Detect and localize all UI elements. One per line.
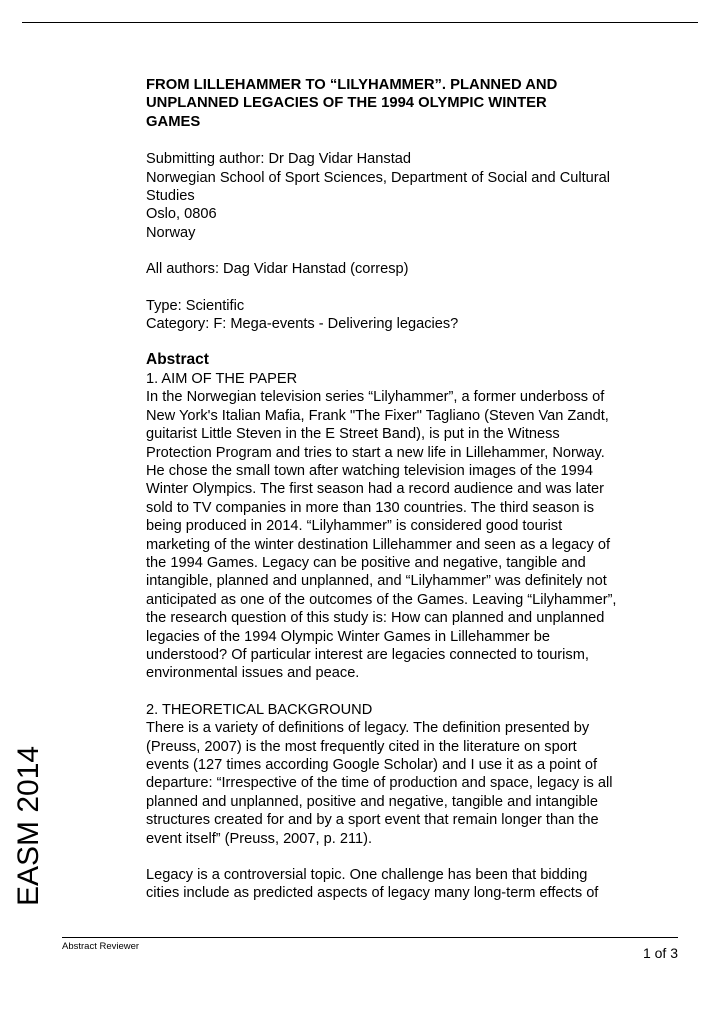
section-line: understood? Of particular interest are legacies connected to tourism, [146, 646, 589, 663]
title-line: UNPLANNED LEGACIES OF THE 1994 OLYMPIC WINTER [146, 95, 547, 112]
section-line: He chose the small town after watching television images of the 1994 [146, 462, 593, 479]
section-line: There is a variety of definitions of legacy. The definition presented by [146, 720, 590, 737]
section-line: New York's Italian Mafia, Frank "The Fixer" Tagliano (Steven Van Zandt, [146, 407, 609, 424]
section-line: the research question of this study is: How can planned and unplanned [146, 610, 605, 627]
city: Oslo, 0806 [146, 206, 217, 223]
type-line: Type: Scientific [146, 297, 245, 314]
all-authors-line: All authors: Dag Vidar Hanstad (corresp) [146, 261, 409, 278]
section-line: events (127 times according Google Scholar) and I use it as a point of [146, 757, 598, 773]
section-theory-continued [146, 866, 666, 903]
page-number: 1 of 3 [642, 945, 678, 961]
type-block [146, 297, 666, 334]
section-line: structures created for and by a sport event that remain longer than the [146, 812, 599, 829]
title-line: FROM LILLEHAMMER TO “LILYHAMMER”. PLANNED AND [146, 77, 558, 93]
section-line: 1. AIM OF THE PAPER [146, 370, 298, 387]
section-line: Legacy is a controversial topic. One challenge has been that bidding [146, 867, 588, 884]
affiliation: Norwegian School of Sport Sciences, Department of Social and Cultural [146, 169, 610, 186]
section-line: In the Norwegian television series “Lilyhammer”, a former underboss of [146, 389, 605, 406]
section-line: the 1994 Games. Legacy can be positive and negative, tangible and [146, 554, 586, 571]
section-line: environmental issues and peace. [146, 665, 360, 682]
section-line: being produced in 2014. “Lilyhammer” is considered good tourist [146, 518, 563, 535]
section-line: sold to TV companies in more than 130 countries. The third season is [146, 499, 595, 516]
country: Norway [146, 224, 196, 241]
section-theory [146, 701, 666, 848]
submitting-author: Submitting author: Dr Dag Vidar Hanstad [146, 151, 411, 168]
section-line: anticipated as one of the outcomes of the Games. Leaving “Lilyhammer”, [146, 591, 617, 608]
section-line: Protection Program and tries to start a new life in Lillehammer, Norway. [146, 444, 605, 461]
title-line: GAMES [146, 113, 201, 130]
footer-rule [62, 937, 678, 938]
category-line: Category: F: Mega-events - Delivering legacies? [146, 316, 459, 333]
top-rule [22, 22, 698, 23]
section-line: legacies of the 1994 Olympic Winter Games in Lillehammer be [146, 628, 550, 645]
abstract-page [146, 76, 666, 921]
section-line: event itself” (Preuss, 2007, p. 211). [146, 830, 373, 847]
author-block [146, 150, 666, 242]
all-authors [146, 260, 666, 278]
section-line: planned and unplanned, positive and negative, tangible and intangible [146, 793, 598, 810]
paper-title [146, 76, 666, 131]
section-line: departure: “Irrespective of the time of production and space, legacy is all [146, 775, 613, 792]
section-line: marketing of the winter destination Lillehammer and seen as a legacy of [146, 536, 611, 553]
section-line: guitarist Little Steven in the E Street Band), is put in the Witness [146, 426, 560, 443]
abstract-heading: Abstract [146, 351, 209, 369]
affiliation-cont: Studies [146, 188, 195, 205]
section-line: cities include as predicted aspects of legacy many long-term effects of [146, 885, 599, 902]
section-line: intangible, planned and unplanned, and “Lilyhammer” was definitely not [146, 573, 607, 590]
section-line: Winter Olympics. The first season had a record audience and was later [146, 481, 605, 498]
section-line: (Preuss, 2007) is the most frequently cited in the literature on sport [146, 738, 577, 755]
section-line: 2. THEORETICAL BACKGROUND [146, 701, 373, 718]
footer-reviewer-label: Abstract Reviewer [62, 941, 140, 952]
section-aim [146, 370, 666, 683]
conference-side-label: EASM 2014 [12, 745, 45, 906]
